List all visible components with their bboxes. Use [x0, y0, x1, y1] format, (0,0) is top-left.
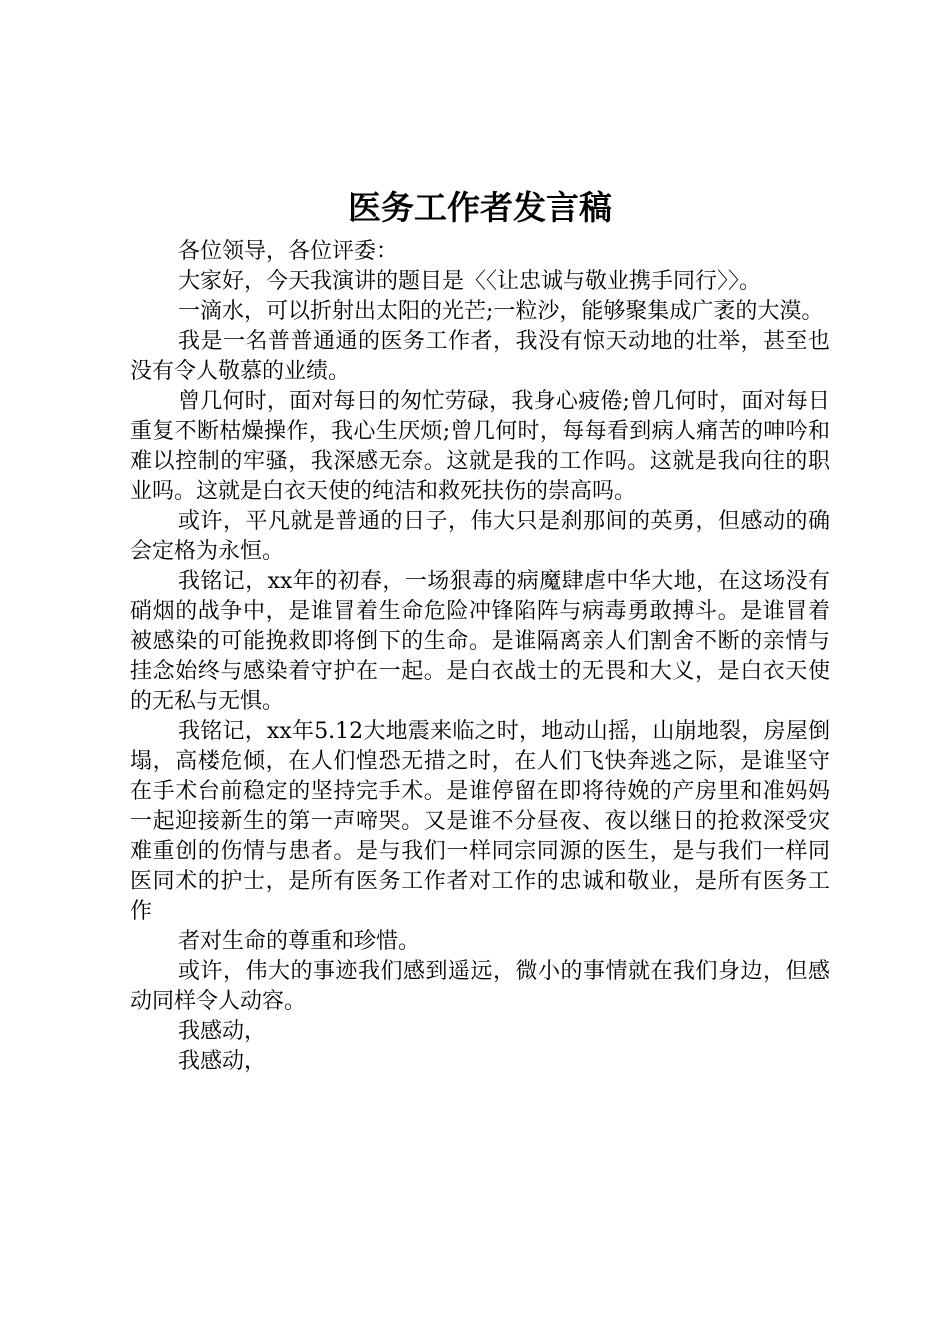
document-body — [130, 237, 830, 1077]
paragraph-greeting: 大家好，今天我演讲的题目是〈〈让忠诚与敬业携手同行〉〉。 — [178, 269, 762, 294]
paragraph: 我是一名普普通通的医务工作者，我没有惊天动地的壮举，甚至也没有令人敬慕的业绩。 — [130, 329, 830, 384]
paragraph: 或许，平凡就是普通的日子，伟大只是刹那间的英勇，但感动的确会定格为永恒。 — [130, 509, 830, 564]
paragraph: 或许，伟大的事迹我们感到遥远，微小的事情就在我们身边，但感动同样令人动容。 — [130, 959, 830, 1014]
paragraph: 我铭记，xx年5.12大地震来临之时，地动山摇，山崩地裂，房屋倒塌，高楼危倾，在人们惶恐无措之时，在人们飞快奔逃之际，是谁坚守在手术台前稳定的坚持完手术。是谁停留在即将待娩的产房里和准妈妈一起迎接新生的第一声啼哭。又是谁不分昼夜、夜以继日的抢救深受灾难重创的伤情与患者。是与我们一样同宗同源的医生，是与我们一样同医同术的护士，是所有医务工作者对工作的忠诚和敬业，是所有医务工作 — [130, 719, 830, 924]
paragraph-salutation: 各位领导，各位评委： — [178, 239, 399, 264]
document-page — [130, 0, 830, 1344]
paragraph: 我感动， — [178, 1049, 267, 1074]
paragraph: 者对生命的尊重和珍惜。 — [178, 929, 421, 954]
paragraph: 我感动， — [178, 1019, 267, 1044]
paragraph: 我铭记，xx年的初春，一场狠毒的病魔肆虐中华大地，在这场没有硝烟的战争中，是谁冒着生命危险冲锋陷阵与病毒勇敢搏斗。是谁冒着被感染的可能挽救即将倒下的生命。是谁隔离亲人们割舍不断的亲情与挂念始终与感染着守护在一起。是白衣战士的无畏和大义，是白衣天使的无私与无惧。 — [130, 569, 830, 714]
document-title: 医务工作者发言稿 — [348, 188, 612, 227]
paragraph: 曾几何时，面对每日的匆忙劳碌，我身心疲倦;曾几何时，面对每日重复不断枯燥操作，我心生厌烦;曾几何时，每每看到病人痛苦的呻吟和难以控制的牢骚，我深感无奈。这就是我的工作吗。这就是我向往的职业吗。这就是白衣天使的纯洁和救死扶伤的崇高吗。 — [130, 389, 830, 504]
paragraph: 一滴水，可以折射出太阳的光芒;一粒沙，能够聚集成广袤的大漠。 — [178, 299, 824, 324]
